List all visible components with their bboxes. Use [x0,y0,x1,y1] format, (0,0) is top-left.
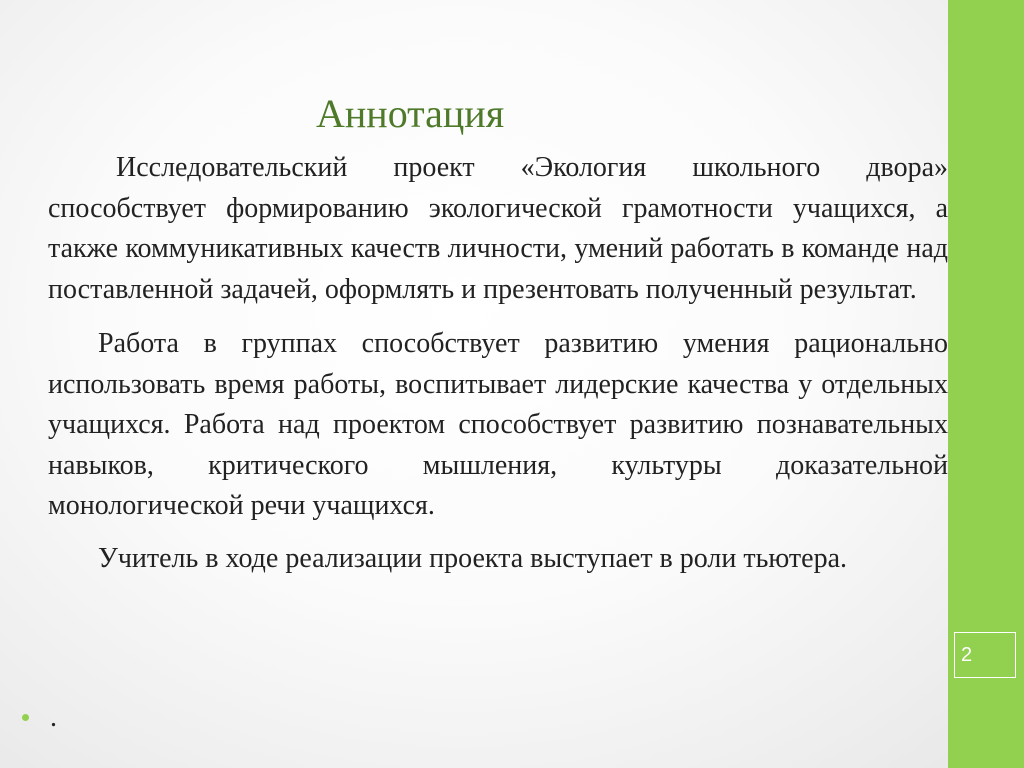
slide-number-box [954,632,1016,678]
slide-number: 2 [961,644,973,666]
bullet-item [22,702,57,732]
slide-title: Аннотация [316,91,505,136]
bullet-dot-icon [22,714,29,721]
bullet-text: . [50,701,57,733]
paragraph-2: Работа в группах способствует развитию умения рационально использовать время работы, воспитывает лидерские качества у отдельных учащихся. Работа над проектом способствует развитию познавательных навыков, критического мышления, культуры доказательной монологической речи учащихся. [48,328,948,521]
paragraph-3: Учитель в ходе реализации проекта выступает в роли тьютера. [98,542,848,574]
slide-body [48,148,948,579]
paragraph-1: Исследовательский проект «Экология школьного двора» способствует формированию экологической грамотности учащихся, а также коммуникативных качеств личности, умений работать в команде над поставленной задачей, оформлять и презентовать полученный результат. [48,152,948,305]
